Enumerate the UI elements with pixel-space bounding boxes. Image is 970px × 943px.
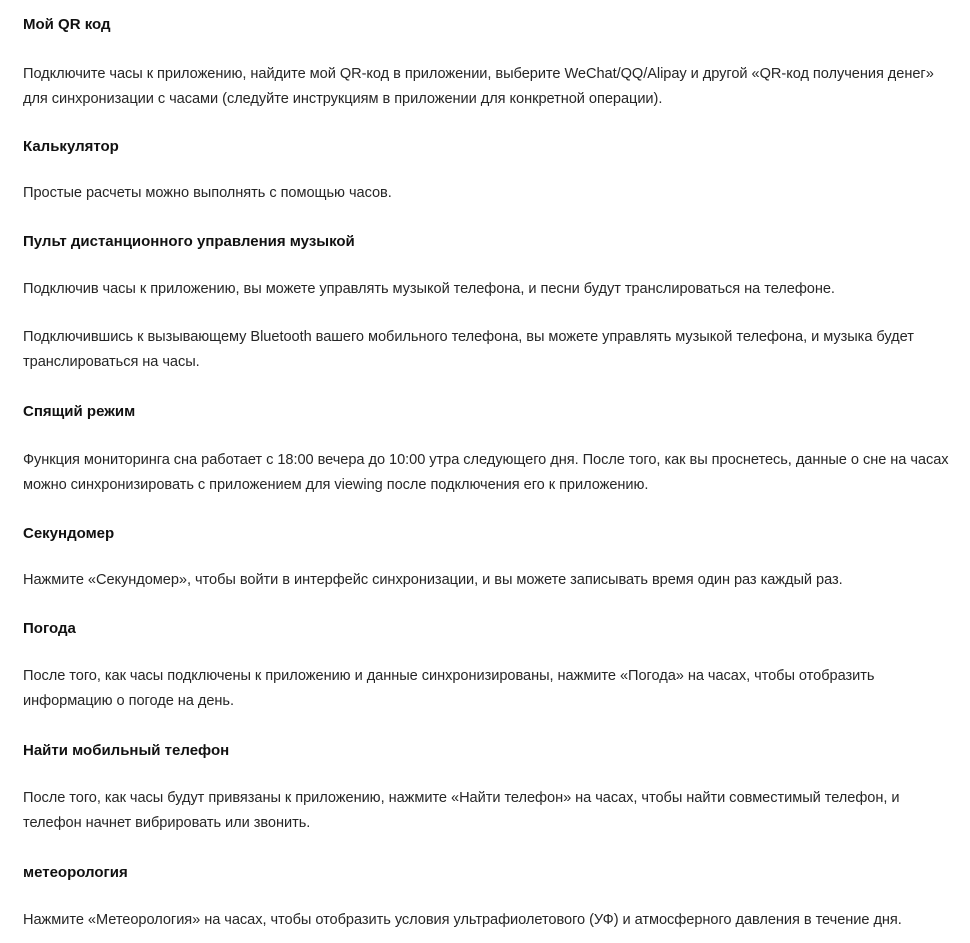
section-heading-sleep-mode: Спящий режим: [23, 403, 136, 420]
section-heading-find-phone: Найти мобильный телефон: [23, 742, 230, 759]
section-paragraph-calculator: Простые расчеты можно выполнять с помощью часов.: [23, 185, 392, 201]
section-heading-stopwatch: Секундомер: [23, 525, 115, 542]
section-heading-music-remote: Пульт дистанционного управления музыкой: [23, 233, 355, 250]
section-paragraph-weather: После того, как часы подключены к приложению и данные синхронизированы, нажмите «Погода» на часах, чтобы отобразить информацию о погоде на день.: [23, 668, 875, 709]
section-paragraph-music-remote-2: Подключившись к вызывающему Bluetooth вашего мобильного телефона, вы можете управлять музыкой телефона, и музыка будет транслироваться на часы.: [23, 329, 914, 370]
section-paragraph-meteorology: Нажмите «Метеорология» на часах, чтобы отобразить условия ультрафиолетового (УФ) и атмосферного давления в течение дня.: [23, 912, 902, 928]
section-paragraph-sleep-mode: Функция мониторинга сна работает с 18:00 вечера до 10:00 утра следующего дня. После того, как вы проснетесь, данные о сне на часах можно синхронизировать с приложением для viewing после подключения его к приложению.: [23, 452, 949, 493]
section-heading-meteorology: метеорология: [23, 864, 128, 881]
section-paragraph-find-phone: После того, как часы будут привязаны к приложению, нажмите «Найти телефон» на часах, чтобы найти совместимый телефон, и телефон начнет вибрировать или звонить.: [23, 790, 900, 831]
section-paragraph-qr-code: Подключите часы к приложению, найдите мой QR-код в приложении, выберите WeChat/QQ/Alipay и другой «QR-код получения денег» для синхронизации с часами (следуйте инструкциям в приложении для конкретной операции).: [23, 66, 934, 107]
section-heading-weather: Погода: [23, 620, 76, 637]
section-paragraph-music-remote-1: Подключив часы к приложению, вы можете управлять музыкой телефона, и песни будут транслироваться на телефоне.: [23, 281, 835, 297]
section-heading-calculator: Калькулятор: [23, 138, 119, 155]
section-heading-qr-code: Мой QR код: [23, 16, 111, 33]
section-paragraph-stopwatch: Нажмите «Секундомер», чтобы войти в интерфейс синхронизации, и вы можете записывать время один раз каждый раз.: [23, 572, 843, 588]
